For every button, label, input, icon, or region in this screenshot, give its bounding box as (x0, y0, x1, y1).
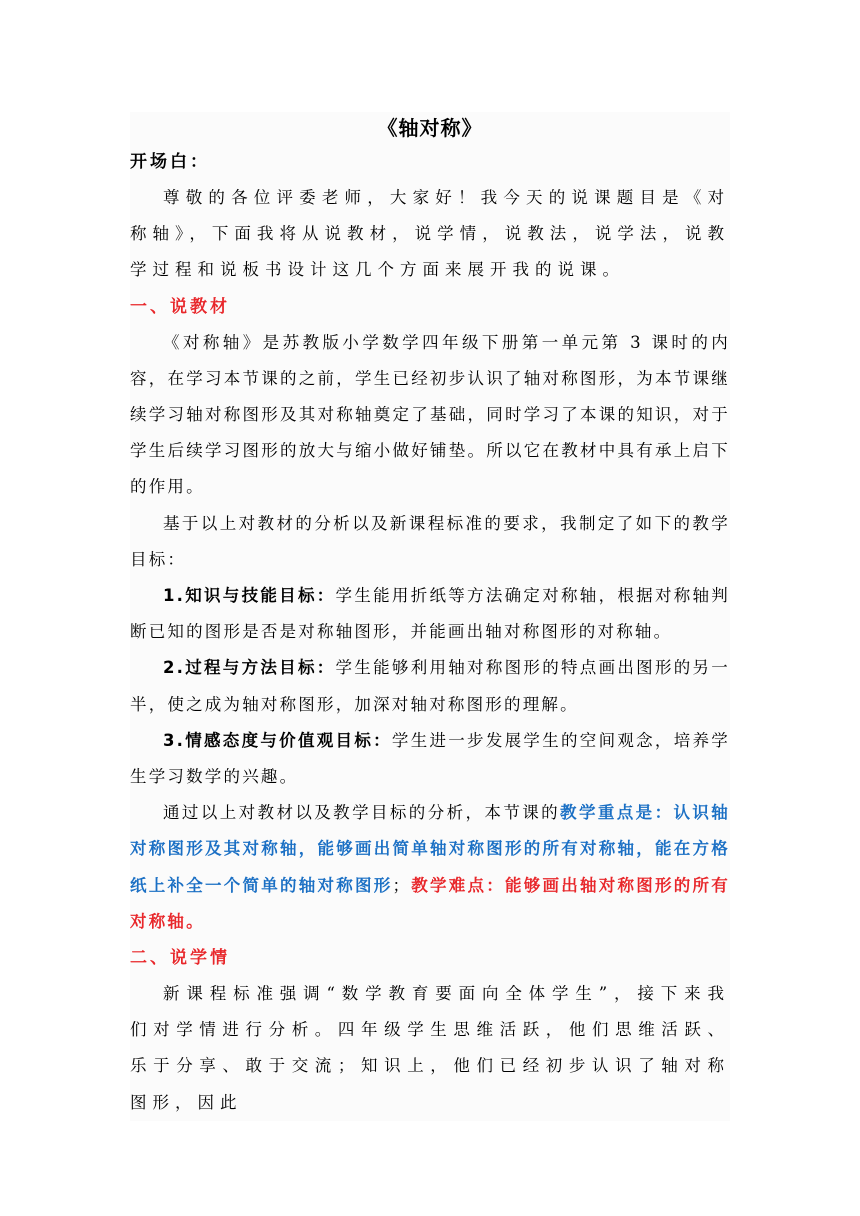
opening-label: 开场白： (130, 152, 210, 172)
opening-paragraph: 尊敬的各位评委老师，大家好！我今天的说课题目是《对称轴》，下面我将从说教材，说学情，说教法，说学法，说教学过程和说板书设计这几个方面来展开我的说课。 (130, 188, 730, 280)
goal-emotion-label: 3.情感态度与价值观目标： (163, 730, 392, 750)
document-title: 《轴对称》 (377, 116, 483, 140)
goal-knowledge-label: 1.知识与技能目标： (163, 586, 336, 606)
goal-process-methods (130, 650, 730, 722)
goal-knowledge-text: 学生能用折纸等方法确定对称轴，根据对称轴判断已知的图形是否是对称轴图形，并能画出轴对称图形的对称轴。 (130, 586, 731, 642)
goals-intro-paragraph: 基于以上对教材的分析以及新课程标准的要求，我制定了如下的教学目标： (130, 513, 730, 569)
goal-process-label: 2.过程与方法目标： (163, 658, 336, 678)
section-heading-textbook: 一、说教材 (130, 296, 230, 317)
section-heading-students: 二、说学情 (130, 948, 230, 969)
key-points-paragraph (130, 795, 730, 940)
goal-emotion-text: 学生进一步发展学生的空间观念，培养学生学习数学的兴趣。 (130, 730, 730, 787)
students-paragraph: 新课程标准强调“数学教育要面向全体学生”，接下来我们对学情进行分析。四年级学生思维活跃，他们思维活跃、乐于分享、敢于交流；知识上，他们已经初步认识了轴对称图形，因此 (130, 984, 730, 1112)
textbook-paragraph: 《对称轴》是苏教版小学数学四年级下册第一单元第 3 课时的内容，在学习本节课的之前，学生已经初步认识了轴对称图形，为本节课继续学习轴对称图形及其对称轴奠定了基础，同时学习了本课的知识，对于学生后续学习图形的放大与缩小做好铺垫。所以它在教材中具有承上启下的作用。 (130, 332, 730, 497)
teaching-key-point: 教学重点是：认识轴对称图形及其对称轴，能够画出简单轴对称图形的所有对称轴，能在方格纸上补全一个简单的轴对称图形 (130, 803, 730, 895)
teaching-difficulty: 教学难点：能够画出轴对称图形的所有对称轴。 (130, 875, 730, 931)
goal-process-text: 学生能够利用轴对称图形的特点画出图形的另一半，使之成为轴对称图形，加深对轴对称图形的理解。 (130, 658, 731, 714)
goal-emotion-values (130, 723, 730, 795)
document-body (130, 112, 730, 1121)
key-points-intro: 通过以上对教材以及教学目标的分析，本节课的 (163, 803, 561, 823)
goal-knowledge-skills (130, 578, 730, 650)
key-points-separator: ； (392, 875, 412, 895)
